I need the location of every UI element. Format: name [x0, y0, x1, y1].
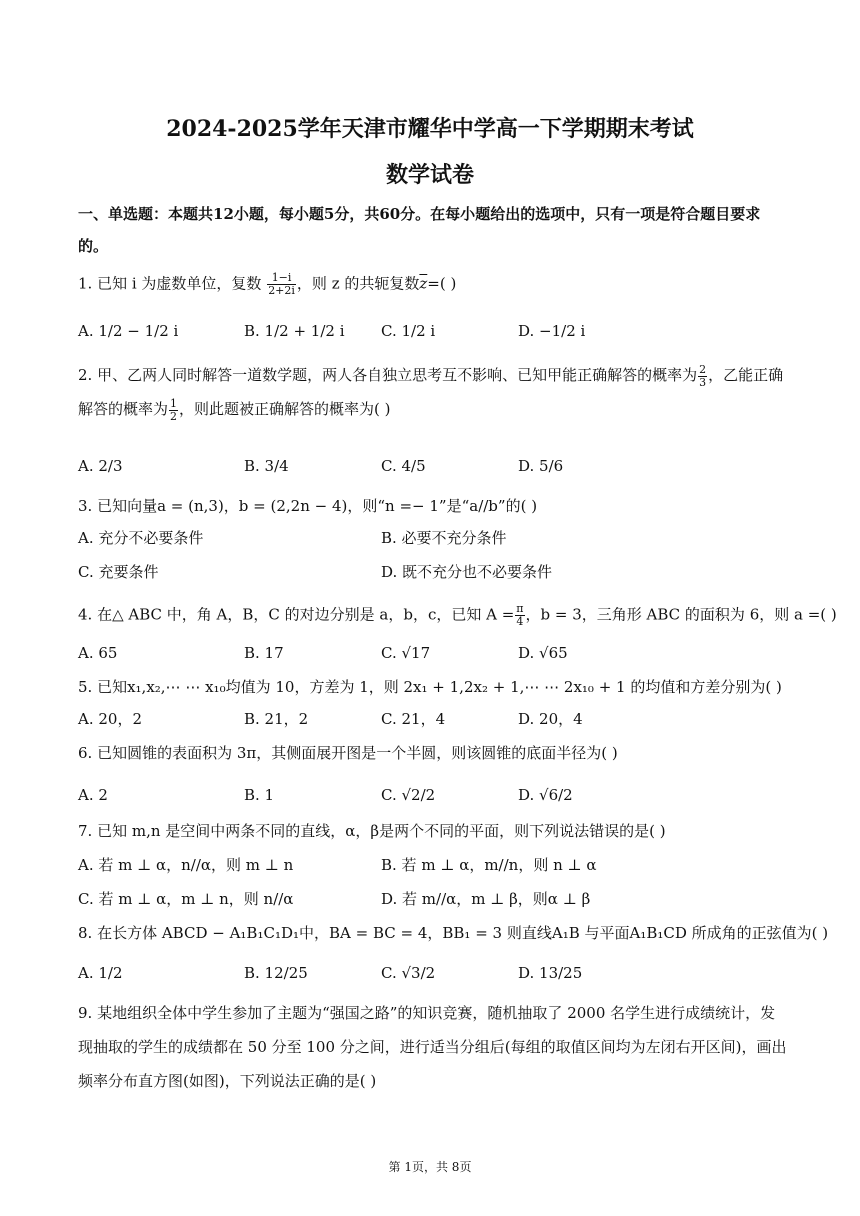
question-9: 9. 某地组织全体中学生参加了主题为“强国之路”的知识竞赛，随机抽取了 2000 名学生进行成绩统计，发现抽取的学生的成绩都在 50 分至 100 分之间，进行适当分组后(每组的取值区间均为左闭右开区间)，画出频率分布直方图(如图)，下列说法正确的是( ) [78, 1004, 787, 1090]
q1-option-b: B. 1/2 + 1/2 i [244, 322, 345, 340]
q5-option-d: D. 20，4 [518, 710, 583, 728]
q8-option-a: A. 1/2 [78, 964, 123, 982]
q4-stem-b: ，b = 3，三角形 ABC 的面积为 6，则 a =( ) [525, 605, 837, 624]
exam-subtitle: 数学试卷 [385, 162, 474, 188]
exam-title: 2024-2025学年天津市耀华中学高一下学期期末考试 [166, 116, 694, 142]
q6-option-c: C. √2/2 [381, 786, 436, 804]
q1-option-c: C. 1/2 i [381, 322, 436, 340]
question-6: 6. 已知圆锥的表面积为 3π，其侧面展开图是一个半圆，则该圆锥的底面半径为( ) [78, 744, 618, 762]
q8-option-c: C. √3/2 [381, 964, 436, 982]
q3-option-c: C. 充要条件 [78, 563, 159, 581]
q5-option-c: C. 21，4 [381, 710, 446, 728]
q4-option-d: D. √65 [518, 644, 568, 662]
q5-option-a: A. 20，2 [78, 710, 142, 728]
question-8: 8. 在长方体 ABCD − A₁B₁C₁D₁中，BA = BC = 4，BB₁ = 3 则直线A₁B 与平面A₁B₁CD 所成角的正弦值为( ) [78, 924, 829, 942]
question-4: 4. 在△ ABC 中，角 A，B，C 的对边分别是 a，b，c，已知 A = $\frac{\pi}{4}$ ，b = 3，三角形 ABC 的面积为 6，则 a =( ) [78, 602, 837, 628]
question-3: 3. 已知向量a = (n,3)，b = (2,2n − 4)，则“n =− 1”是“a//b”的( ) [78, 497, 538, 515]
q4-option-c: C. √17 [381, 644, 431, 662]
q1-stem-b: ，则 z 的共轭复数 [296, 274, 420, 293]
page-footer: 第 1页，共 8页 [388, 1160, 472, 1174]
q5-option-b: B. 21，2 [244, 710, 309, 728]
q4-stem-a: 4. 在△ ABC 中，角 A，B，C 的对边分别是 a，b，c，已知 A = [78, 605, 515, 624]
section-heading: 一、单选题：本题共12小题，每小题5分，共60分。在每小题给出的选项中，只有一项是符合题目要求的。 [78, 205, 761, 255]
q2-option-c: C. 4/5 [381, 457, 426, 475]
q7-option-c: C. 若 m ⊥ α，m ⊥ n，则 n//α [78, 890, 294, 908]
q8-option-b: B. 12/25 [244, 964, 308, 982]
q2-stem-b: ，乙能正确解答的概率为 [78, 366, 784, 418]
q4-option-a: A. 65 [78, 644, 118, 662]
q7-option-d: D. 若 m//α，m ⊥ β，则α ⊥ β [381, 890, 591, 908]
q1-option-a: A. 1/2 − 1/2 i [78, 322, 179, 340]
q6-option-d: D. √6/2 [518, 786, 573, 804]
q1-fraction: $\frac{1-i}{2+2i}$ [268, 271, 295, 297]
q3-option-d: D. 既不充分也不必要条件 [381, 563, 553, 581]
q2-option-d: D. 5/6 [518, 457, 564, 475]
q4-option-b: B. 17 [244, 644, 284, 662]
q1-stem-a: 1. 已知 i 为虚数单位，复数 [78, 274, 267, 293]
q3-option-a: A. 充分不必要条件 [78, 529, 204, 547]
q2-stem-c: ，则此题被正确解答的概率为( ) [179, 400, 391, 418]
q2-option-b: B. 3/4 [244, 457, 289, 475]
question-2: 2. 甲、乙两人同时解答一道数学题，两人各自独立思考互不影响、已知甲能正确解答的概率为 $\frac{2}{3}$ ，乙能正确解答的概率为 $\frac{1}{2}$ ，则此题被正确解答的概率为( ) [78, 362, 784, 423]
q6-option-b: B. 1 [244, 786, 275, 804]
q1-option-d: D. −1/2 i [518, 322, 586, 340]
q2-stem-a: 2. 甲、乙两人同时解答一道数学题，两人各自独立思考互不影响、已知甲能正确解答的概率为 [78, 366, 698, 384]
q1-stem-c: =( ) [427, 274, 457, 293]
q8-option-d: D. 13/25 [518, 964, 583, 982]
question-7: 7. 已知 m,n 是空间中两条不同的直线，α，β是两个不同的平面，则下列说法错误的是( ) [78, 822, 666, 840]
q2-option-a: A. 2/3 [78, 457, 123, 475]
question-5: 5. 已知x₁,x₂,⋯ ⋯ x₁₀均值为 10，方差为 1，则 2x₁ + 1,2x₂ + 1,⋯ ⋯ 2x₁₀ + 1 的均值和方差分别为( ) [78, 678, 782, 696]
question-1: 1. 已知 i 为虚数单位，复数 $\frac{1-i}{2+2i}$ ，则 z 的共轭复数$\overline{z}=$( ) [78, 271, 457, 297]
q7-option-b: B. 若 m ⊥ α，m//n，则 n ⊥ α [381, 856, 597, 874]
q6-option-a: A. 2 [78, 786, 108, 804]
q7-option-a: A. 若 m ⊥ α，n//α，则 m ⊥ n [78, 856, 294, 874]
q3-option-b: B. 必要不充分条件 [381, 529, 507, 547]
